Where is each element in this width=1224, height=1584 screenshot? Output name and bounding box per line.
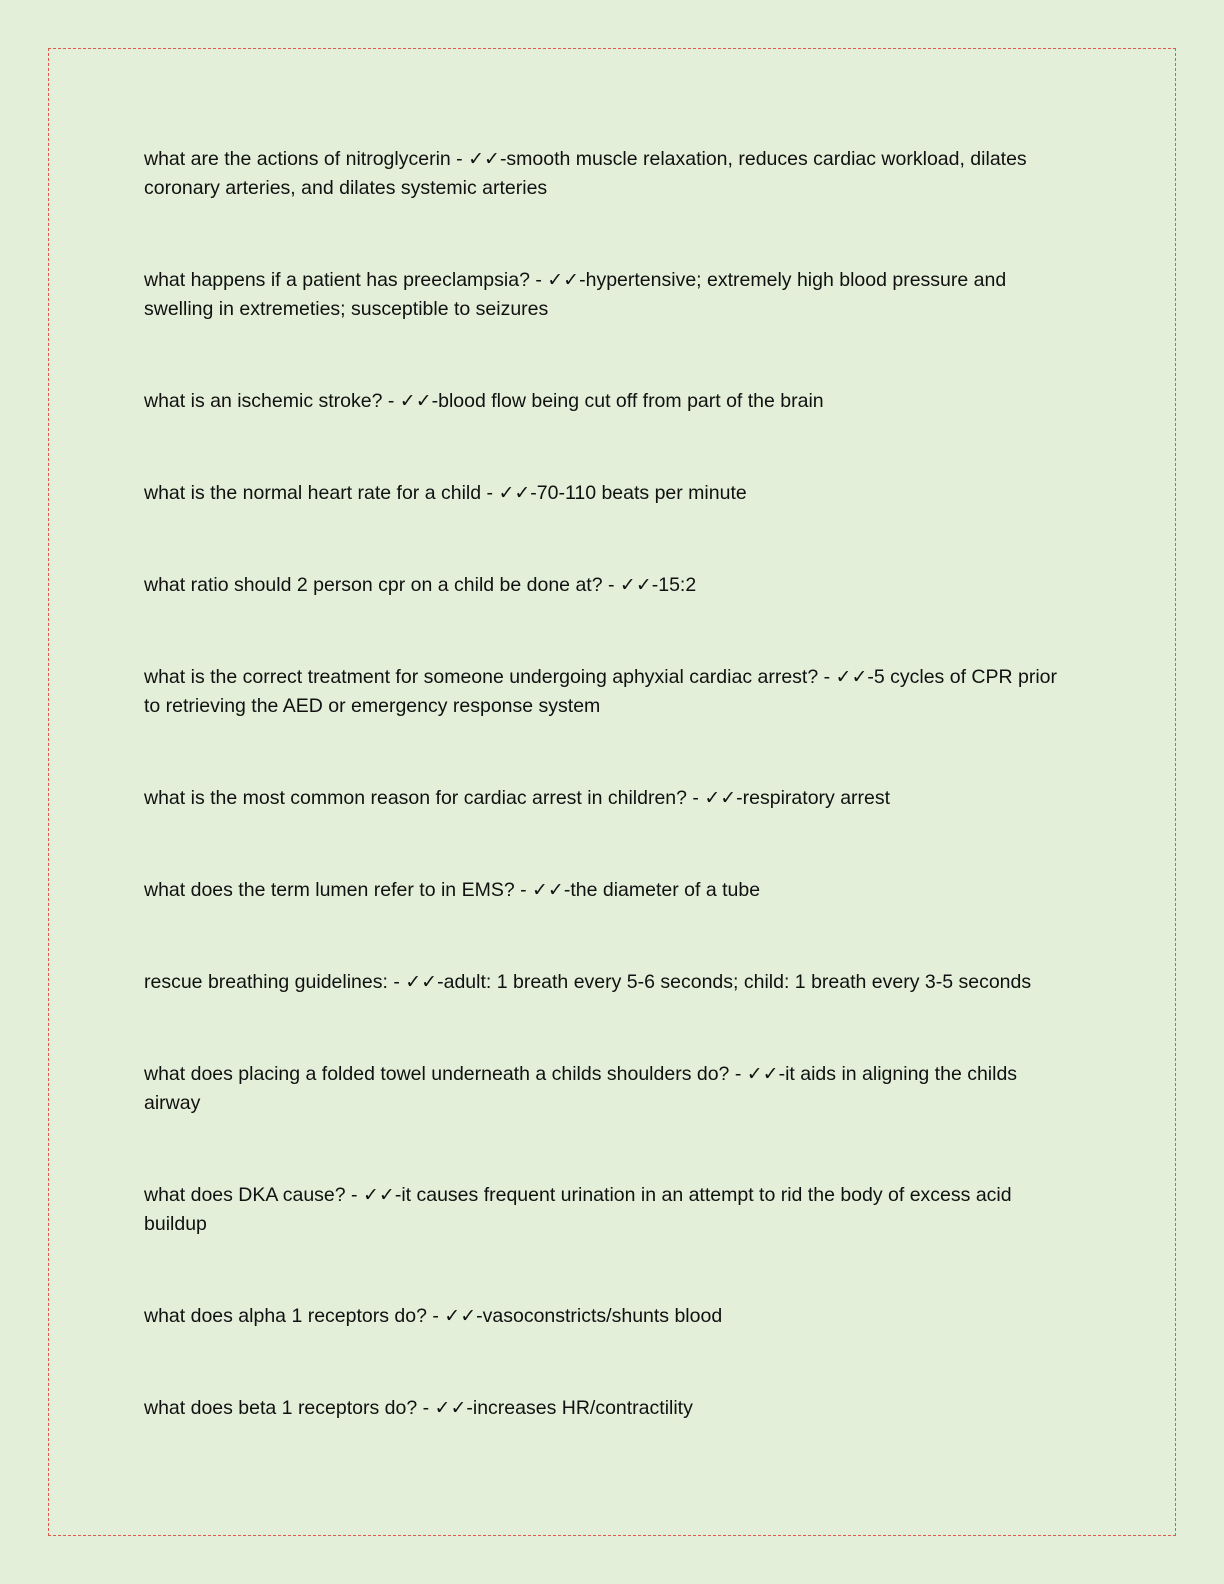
- double-check-icon: ✓✓: [704, 787, 737, 809]
- answer-text: -it causes frequent urination in an attempt to rid the body of excess acid buildup: [144, 1184, 1012, 1235]
- double-check-icon: ✓✓: [405, 971, 438, 993]
- separator: -: [602, 574, 620, 596]
- qa-item: [144, 387, 1069, 416]
- answer-text: -the diameter of a tube: [563, 879, 761, 901]
- qa-item: [144, 784, 1069, 813]
- double-check-icon: ✓✓: [399, 390, 432, 412]
- separator: -: [529, 269, 548, 291]
- question-text: what does placing a folded towel underneath a childs shoulders do?: [144, 1063, 730, 1085]
- separator: -: [729, 1063, 747, 1085]
- separator: -: [818, 666, 836, 688]
- double-check-icon: ✓✓: [444, 1305, 477, 1327]
- qa-item: [144, 145, 1069, 203]
- answer-text: -adult: 1 breath every 5-6 seconds; child: 1 breath every 3-5 seconds: [437, 971, 1032, 993]
- answer-text: -blood flow being cut off from part of the brain: [431, 390, 824, 412]
- question-text: what does the term lumen refer to in EMS?: [144, 879, 515, 901]
- answer-text: -vasoconstricts/shunts blood: [476, 1305, 723, 1327]
- answer-text: -smooth muscle relaxation, reduces cardiac workload, dilates coronary arteries, and dilates systemic arteries: [144, 148, 1027, 199]
- separator: -: [450, 148, 469, 170]
- question-text: what happens if a patient has preeclampsia?: [144, 269, 530, 291]
- answer-text: -5 cycles of CPR prior to retrieving the AED or emergency response system: [144, 666, 1058, 717]
- question-text: what does beta 1 receptors do?: [144, 1397, 418, 1419]
- answer-text: -70-110 beats per minute: [530, 482, 747, 504]
- qa-item: [144, 571, 1069, 600]
- answer-text: -15:2: [651, 574, 697, 596]
- question-text: what is the correct treatment for someone undergoing aphyxial cardiac arrest?: [144, 666, 819, 688]
- separator: -: [382, 390, 400, 412]
- qa-item: [144, 1060, 1069, 1118]
- separator: -: [481, 482, 499, 504]
- double-check-icon: ✓✓: [547, 269, 580, 291]
- qa-item: [144, 663, 1069, 721]
- answer-text: -respiratory arrest: [736, 787, 891, 809]
- qa-item: [144, 968, 1069, 997]
- question-text: what is the most common reason for cardiac arrest in children?: [144, 787, 687, 809]
- separator: -: [387, 971, 406, 993]
- answer-text: -hypertensive; extremely high blood pressure and swelling in extremeties; susceptible to seizures: [144, 269, 1007, 320]
- double-check-icon: ✓✓: [532, 879, 564, 901]
- separator: -: [686, 787, 705, 809]
- double-check-icon: ✓✓: [434, 1397, 467, 1419]
- double-check-icon: ✓✓: [362, 1184, 395, 1206]
- qa-item: [144, 1302, 1069, 1331]
- question-text: what does DKA cause?: [144, 1184, 346, 1206]
- qa-item: [144, 876, 1069, 905]
- double-check-icon: ✓✓: [835, 666, 868, 688]
- answer-text: -increases HR/contractility: [466, 1397, 693, 1419]
- double-check-icon: ✓✓: [498, 482, 531, 504]
- separator: -: [417, 1397, 435, 1419]
- question-text: what ratio should 2 person cpr on a child be done at?: [144, 574, 603, 596]
- question-text: what is an ischemic stroke?: [144, 390, 383, 412]
- qa-list: [144, 145, 1069, 1486]
- separator: -: [345, 1184, 363, 1206]
- question-text: what are the actions of nitroglycerin: [144, 148, 451, 170]
- question-text: rescue breathing guidelines:: [144, 971, 388, 993]
- qa-item: [144, 266, 1069, 324]
- qa-item: [144, 479, 1069, 508]
- qa-item: [144, 1394, 1069, 1423]
- separator: -: [514, 879, 533, 901]
- double-check-icon: ✓✓: [468, 148, 500, 170]
- answer-text: -it aids in aligning the childs airway: [144, 1063, 1018, 1114]
- question-text: what does alpha 1 receptors do?: [144, 1305, 427, 1327]
- double-check-icon: ✓✓: [619, 574, 652, 596]
- separator: -: [426, 1305, 445, 1327]
- qa-item: [144, 1181, 1069, 1239]
- question-text: what is the normal heart rate for a child: [144, 482, 482, 504]
- double-check-icon: ✓✓: [746, 1063, 779, 1085]
